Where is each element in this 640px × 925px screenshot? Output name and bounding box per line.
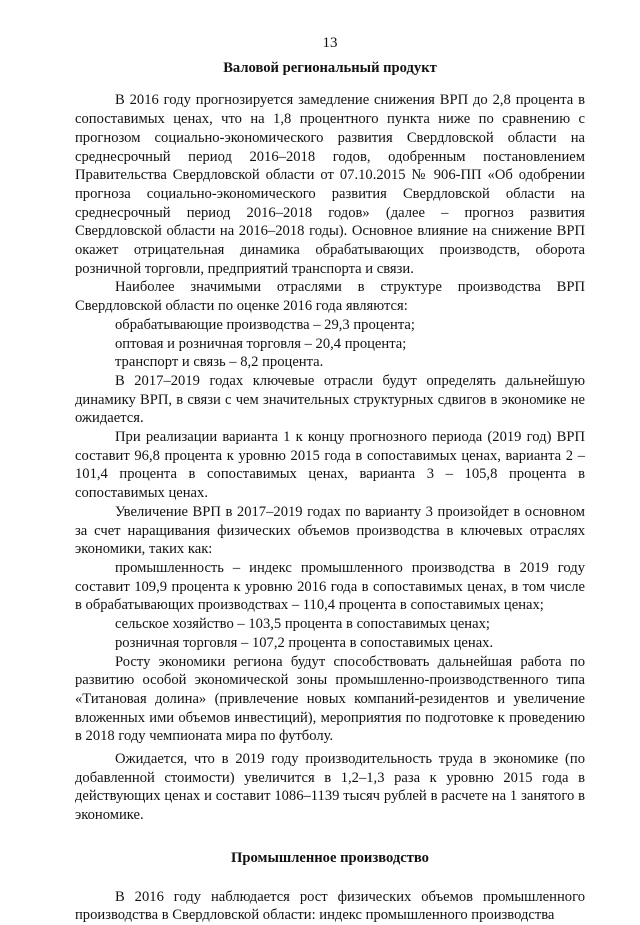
paragraph: Ожидается, что в 2019 году производительность труда в экономике (по добавленной стоимости) увеличится в 1,2–1,3 раза к уровню 2015 года в действующих ценах и составит 1086–1139 тысяч рублей в расчете на 1 занятого в экономике. (75, 751, 585, 824)
paragraph: В 2017–2019 годах ключевые отрасли будут определять дальнейшую динамику ВРП, в связи с чем значительных структурных сдвигов в экономике не ожидается. (75, 372, 585, 427)
list-item: оптовая и розничная торговля – 20,4 процента; (115, 335, 407, 352)
section-industrial-production (75, 849, 585, 925)
list-item: розничная торговля – 107,2 процента в сопоставимых ценах. (115, 634, 494, 651)
list-item: сельское хозяйство – 103,5 процента в сопоставимых ценах; (115, 616, 490, 633)
section-heading: Промышленное производство (231, 849, 429, 866)
document-page (75, 34, 585, 925)
paragraph: Росту экономики региона будут способствовать дальнейшая работа по развитию особой экономической зоны промышленно-производственного типа «Титановая долина» (привлечение новых компаний-резидентов и увеличение вложенных ими объемов инвестиций), мероприятия по подготовке к проведению в 2018 году чемпионата мира по футболу. (75, 653, 585, 745)
page-number: 13 (322, 35, 338, 51)
list-item: транспорт и связь – 8,2 процента. (115, 354, 324, 371)
section-heading: Валовой региональный продукт (223, 59, 437, 76)
paragraph: промышленность – индекс промышленного производства в 2019 году составит 109,9 процента к уровню 2016 года в сопоставимых ценах, в том числе в обрабатывающих производствах – 110,4 процента в сопоставимых ценах; (75, 559, 585, 614)
paragraph: Увеличение ВРП в 2017–2019 годах по варианту 3 произойдет в основном за счет наращивания физических объемов производства в ключевых отраслях экономики, таких как: (75, 503, 585, 558)
paragraph: В 2016 году прогнозируется замедление снижения ВРП до 2,8 процента в сопоставимых ценах, что на 1,8 процентного пункта ниже по сравнению с прогнозом социально-экономического развития Свердловской области на среднесрочный период 2016–2018 годов, одобренным постановлением Правительства Свердловской области от 07.10.2015 № 906-ПП «Об одобрении прогноза социально-экономического развития Свердловской области на среднесрочный период 2016–2018 годов» (далее – прогноз развития Свердловской области на 2016–2018 годы). Основное влияние на снижение ВРП окажет отрицательная динамика обрабатывающих производств, оборота розничной торговли, предприятий транспорта и связи. (75, 92, 585, 277)
list-item: обрабатывающие производства – 29,3 процента; (115, 316, 415, 333)
paragraph: Наиболее значимыми отраслями в структуре производства ВРП Свердловской области по оценке 2016 года являются: (75, 279, 585, 315)
paragraph: При реализации варианта 1 к концу прогнозного периода (2019 год) ВРП составит 96,8 процента к уровню 2015 года в сопоставимых ценах, варианта 2 – 101,4 процента в сопоставимых ценах, варианта 3 – 105,8 процента в сопоставимых ценах. (75, 429, 585, 502)
section-grp (75, 59, 585, 825)
paragraph: В 2016 году наблюдается рост физических объемов промышленного производства в Свердловской области: индекс промышленного производства (75, 888, 585, 924)
